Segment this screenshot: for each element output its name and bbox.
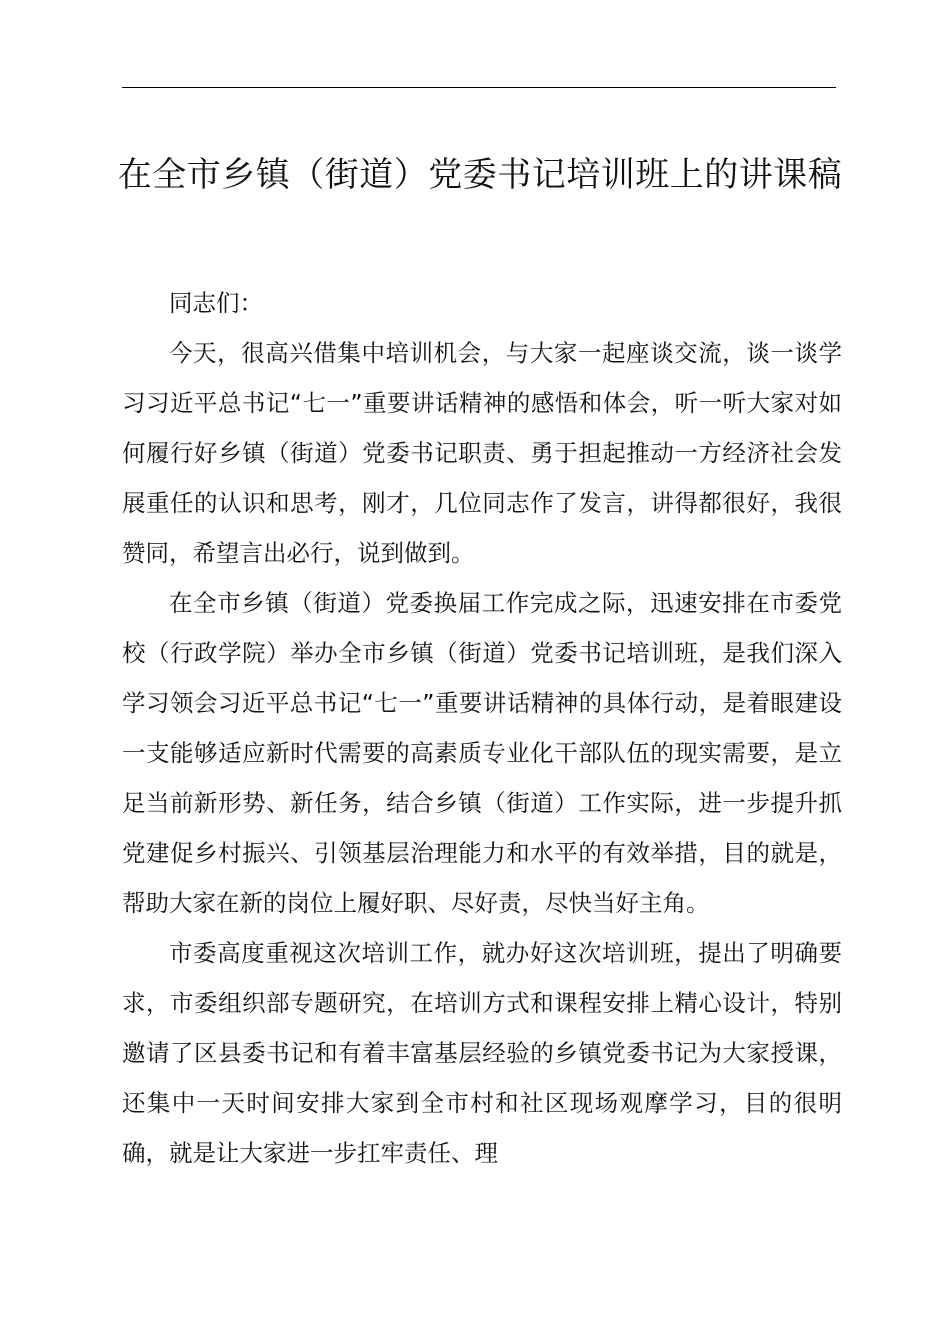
paragraph-1: 今天，很高兴借集中培训机会，与大家一起座谈交流，谈一谈学习习近平总书记“七一”重要讲话精神的感悟和体会，听一听大家对如何履行好乡镇（街道）党委书记职责、勇于担起推动一方经济社会发展重任的认识和思考，刚才，几位同志作了发言，讲得都很好，我很赞同，希望言出必行，说到做到。 xyxy=(122,339,842,567)
header-rule xyxy=(122,87,836,88)
paragraph-3: 市委高度重视这次培训工作，就办好这次培训班，提出了明确要求，市委组织部专题研究，在培训方式和课程安排上精心设计，特别邀请了区县委书记和有着丰富基层经验的乡镇党委书记为大家授课，还集中一天时间安排大家到全市村和社区现场观摩学习，目的很明确，就是让大家进一步扛牢责任、理 xyxy=(122,939,842,1167)
salutation: 同志们： xyxy=(169,289,263,317)
paragraph-2: 在全市乡镇（街道）党委换届工作完成之际，迅速安排在市委党校（行政学院）举办全市乡镇（街道）党委书记培训班，是我们深入学习领会习近平总书记“七一”重要讲话精神的具体行动，是着眼建设一支能够适应新时代需要的高素质专业化干部队伍的现实需要，是立足当前新形势、新任务，结合乡镇（街道）工作实际，进一步提升抓党建促乡村振兴、引领基层治理能力和水平的有效举措，目的就是，帮助大家在新的岗位上履好职、尽好责，尽快当好主角。 xyxy=(122,589,842,917)
document-body xyxy=(122,278,842,1178)
document-title: 在全市乡镇（街道）党委书记培训班上的讲课稿 xyxy=(117,155,843,195)
